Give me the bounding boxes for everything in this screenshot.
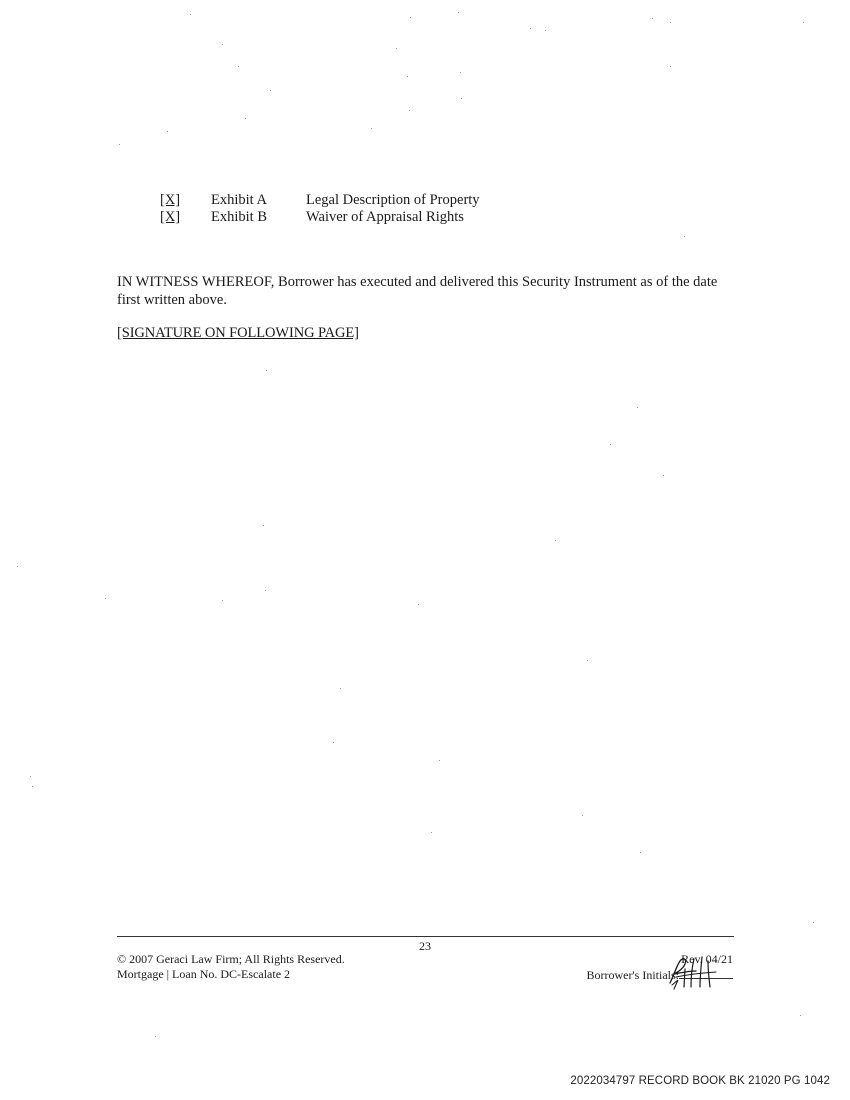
scan-speck (439, 760, 440, 761)
scan-speck (545, 30, 546, 31)
exhibit-row (160, 192, 580, 209)
signature-note: [SIGNATURE ON FOLLOWING PAGE] (117, 325, 359, 341)
exhibit-description: Legal Description of Property (306, 192, 480, 208)
scan-speck (409, 110, 410, 111)
exhibit-row (160, 209, 580, 226)
scan-speck (530, 28, 531, 29)
scan-speck (238, 66, 239, 67)
scan-speck (333, 742, 334, 743)
scan-speck (263, 525, 264, 526)
scan-speck (461, 98, 462, 99)
scan-speck (266, 370, 267, 371)
scan-speck (458, 12, 459, 13)
scan-speck (637, 407, 638, 408)
scan-speck (670, 22, 671, 23)
scan-speck (431, 832, 432, 833)
scan-speck (582, 815, 583, 816)
scan-speck (270, 90, 271, 91)
scan-speck (245, 118, 246, 119)
record-stamp: 2022034797 RECORD BOOK BK 21020 PG 1042 (570, 1075, 830, 1087)
exhibit-checkbox: [X] (160, 192, 181, 208)
scan-speck (396, 48, 397, 49)
scan-speck (119, 144, 120, 145)
scan-speck (17, 566, 18, 567)
scan-speck (410, 17, 411, 18)
scan-speck (663, 475, 664, 476)
exhibit-checkbox: [X] (160, 209, 181, 225)
scan-speck (684, 236, 685, 237)
scan-speck (32, 786, 33, 787)
scan-speck (167, 131, 168, 132)
footer-divider (117, 936, 734, 937)
initials-label: Borrower's Initials: (586, 968, 679, 982)
scan-speck (30, 776, 31, 777)
scan-speck (555, 540, 556, 541)
scan-speck (222, 600, 223, 601)
exhibit-label: Exhibit B (211, 209, 267, 225)
footer-left (117, 952, 345, 982)
document-reference: Mortgage | Loan No. DC-Escalate 2 (117, 967, 291, 981)
scan-speck (371, 128, 372, 129)
page-number: 23 (419, 939, 431, 953)
exhibit-list (160, 192, 580, 226)
revision-label: Rev. 04/21 (681, 952, 733, 966)
scan-speck (587, 660, 588, 661)
witness-paragraph: IN WITNESS WHEREOF, Borrower has executed and delivered this Security Instrument as of the date first written above. (117, 274, 718, 308)
scan-speck (640, 852, 641, 853)
scan-speck (105, 598, 106, 599)
scan-speck (800, 1015, 801, 1016)
scan-speck (222, 44, 223, 45)
scan-speck (265, 590, 266, 591)
scan-speck (190, 14, 191, 15)
scan-speck (340, 688, 341, 689)
scan-speck (407, 76, 408, 77)
scan-speck (460, 72, 461, 73)
scan-speck (610, 444, 611, 445)
handwritten-initials (588, 947, 738, 991)
scan-speck (813, 922, 814, 923)
exhibit-label: Exhibit A (211, 192, 267, 208)
scan-speck (155, 1036, 156, 1037)
exhibit-description: Waiver of Appraisal Rights (306, 209, 464, 225)
scan-speck (418, 604, 419, 605)
copyright-notice: © 2007 Geraci Law Firm; All Rights Reserved. (117, 952, 345, 966)
scan-speck (652, 18, 653, 19)
scan-speck (670, 66, 671, 67)
scan-speck (803, 22, 804, 23)
